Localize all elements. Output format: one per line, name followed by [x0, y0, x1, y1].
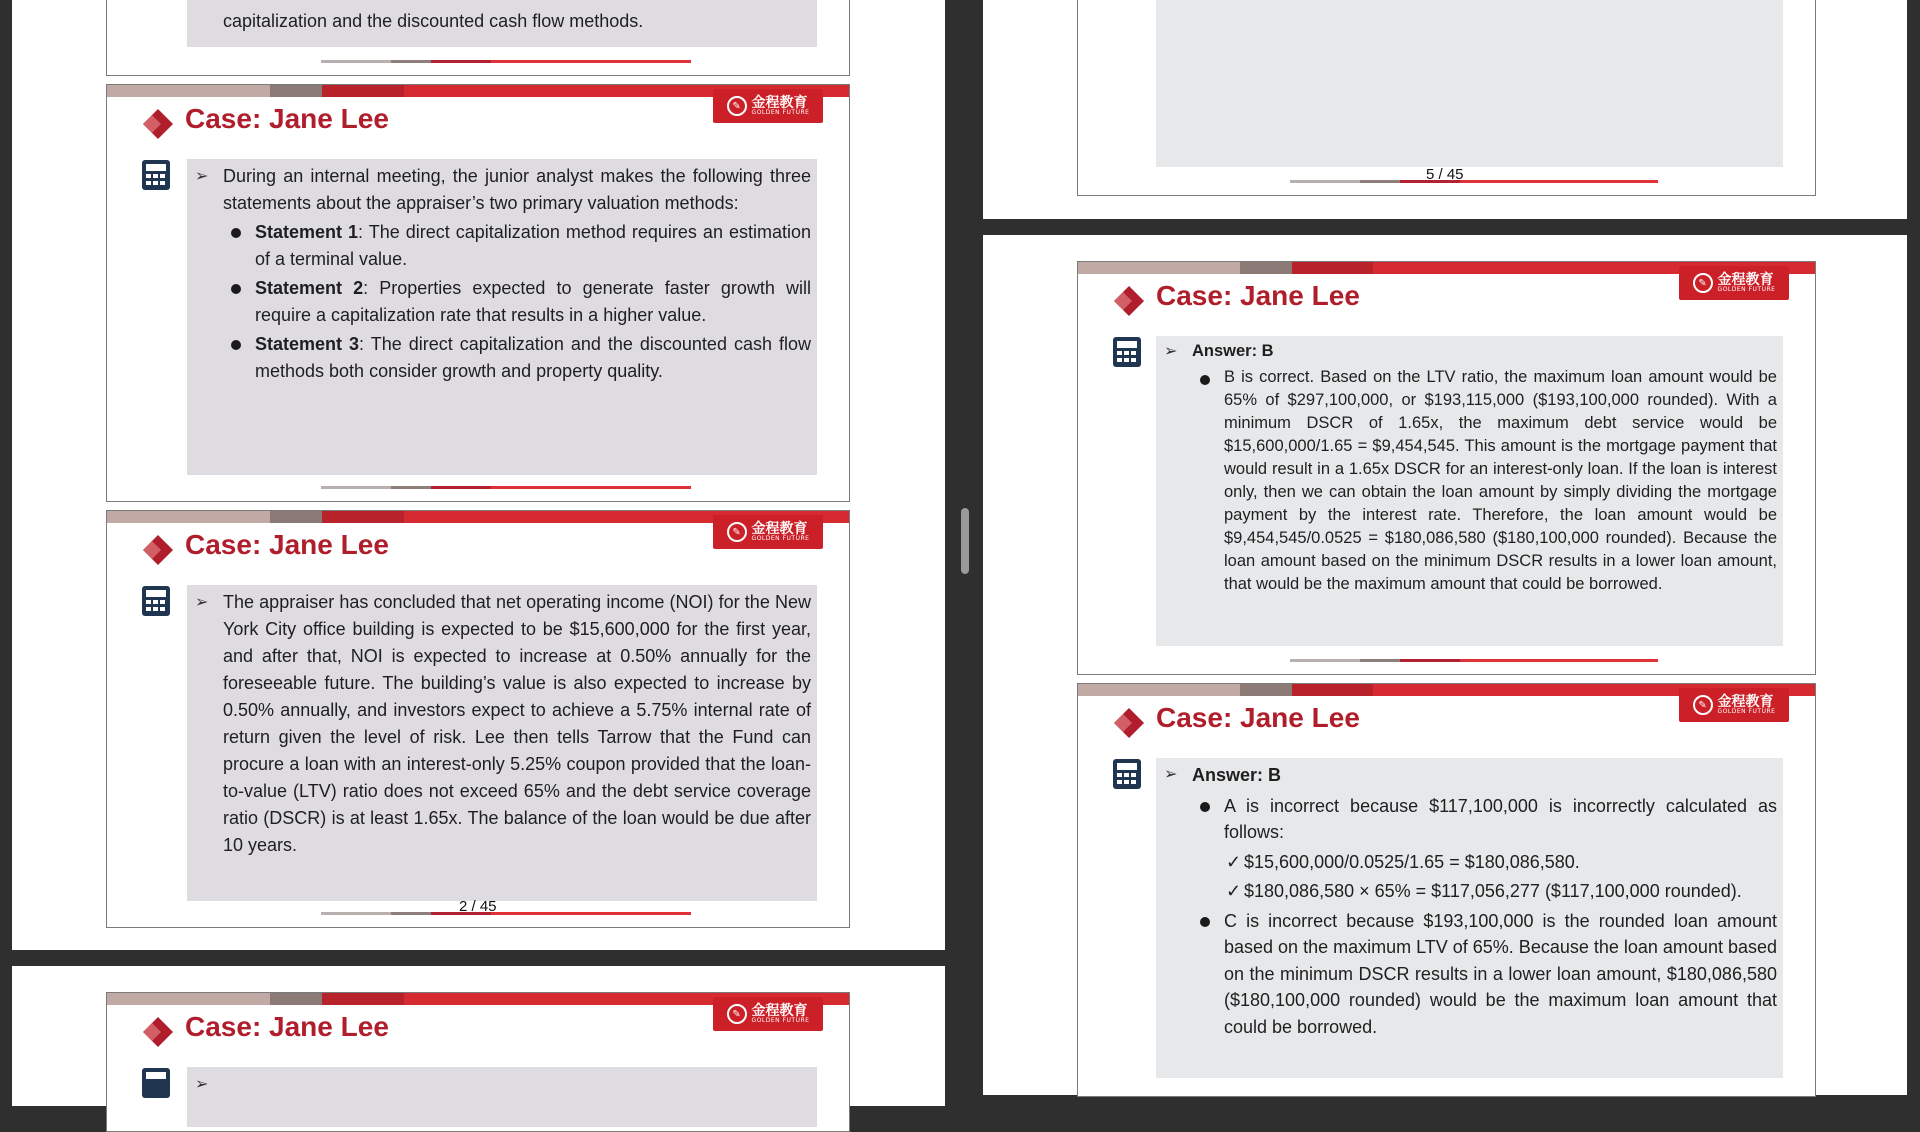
- statement-label: Statement 1: [255, 222, 359, 242]
- slide-footer-line: [1290, 659, 1658, 662]
- slide-footer-line: [321, 486, 691, 489]
- logo-cn-text: 金程教育: [751, 521, 808, 537]
- slide-partial-top: [106, 0, 850, 76]
- slide-content-box: [1156, 336, 1783, 646]
- page-number: 2 / 45: [459, 898, 497, 915]
- slide-case-statements: [106, 84, 850, 502]
- pdf-page-3: [12, 966, 945, 1106]
- title-diamond-icon: [143, 109, 173, 139]
- pdf-page-2: [12, 0, 945, 950]
- title-diamond-icon: [1114, 286, 1144, 316]
- logo-cn-text: 金程教育: [1717, 272, 1774, 288]
- pane-splitter-handle[interactable]: [961, 508, 969, 574]
- slide-content-box: [187, 0, 817, 47]
- logo-cn-text: 金程教育: [751, 95, 808, 111]
- statement-1: [223, 219, 811, 273]
- slide-partial-top-right: [1077, 0, 1816, 196]
- option-a-explanation: A is incorrect because $117,100,000 is incorrectly calculated as follows:: [1192, 793, 1777, 846]
- statement-text: : The direct capitalization method requires an estimation of a terminal value.: [255, 222, 811, 269]
- slide-title: Case: Jane Lee: [185, 103, 389, 134]
- logo-en-text: GOLDEN FUTURE: [751, 109, 810, 116]
- arrow-bullet-icon: ➢: [195, 594, 209, 611]
- slide-footer-line: [321, 912, 691, 915]
- statement-label: Statement 3: [255, 334, 360, 354]
- left-document-pane[interactable]: [0, 0, 960, 1093]
- slide-content-box: [187, 159, 817, 475]
- page-number: 5 / 45: [1426, 166, 1464, 183]
- arrow-bullet-icon: ➢: [1164, 343, 1178, 360]
- appraisal-paragraph: The appraiser has concluded that net operating income (NOI) for the New York City office building is expected to be $15,600,000 for the first year, and after that, NOI is expected to increase at 0.50% annually for the foreseeable future. The building’s value is also expected to increase by 0.50% annually, and investors expect to achieve a 5.75% internal rate of return given the level of risk. Lee then tells Tarrow that the Fund can procure a loan with an interest-only 5.25% coupon provided that the loan-to-value (LTV) ratio does not exceed 65% and the debt service coverage ratio (DSCR) is at least 1.65x. The balance of the loan would be due after 10 years.: [223, 592, 811, 855]
- logo-en-text: GOLDEN FUTURE: [751, 1017, 810, 1024]
- calc-step-2: ✓ $180,086,580 × 65% = $117,056,277 ($117,100,000 rounded).: [1192, 878, 1777, 905]
- intro-text: During an internal meeting, the junior analyst makes the following three statements about the appraiser’s two primary valuation methods:: [223, 166, 811, 213]
- statement-text: : Properties expected to generate faster growth will require a capitalization rate that results in a higher value.: [255, 278, 811, 325]
- arrow-bullet-icon: ➢: [195, 168, 209, 185]
- slide-content-box: [1156, 0, 1783, 167]
- slide-content-box: [187, 1067, 817, 1127]
- golden-future-logo: [713, 997, 823, 1031]
- slide-case-question: [106, 992, 850, 1132]
- pdf-page-6: [983, 235, 1907, 1095]
- logo-emblem-icon: ✎: [1693, 273, 1713, 293]
- slide-title: Case: Jane Lee: [185, 529, 389, 560]
- calculator-icon: [141, 159, 171, 191]
- answer-label: Answer: B: [1192, 342, 1274, 360]
- logo-cn-text: 金程教育: [1717, 694, 1774, 710]
- right-document-pane[interactable]: [982, 0, 1920, 1080]
- slide-case-appraisal: [106, 510, 850, 928]
- golden-future-logo: [1679, 266, 1789, 300]
- statement-text: : The direct capitalization and the discounted cash flow methods both consider growth and property quality.: [255, 334, 811, 381]
- calculator-icon: [1112, 336, 1142, 368]
- statement-2: [223, 275, 811, 329]
- statement-3: [223, 331, 811, 385]
- golden-future-logo: [713, 89, 823, 123]
- slide-text: capitalization and the discounted cash flow methods.: [223, 11, 644, 31]
- slide-answer-b-incorrect-options: [1077, 683, 1816, 1097]
- answer-label: Answer: B: [1192, 765, 1282, 785]
- slide-footer-line: [1290, 180, 1658, 183]
- slide-content-box: [187, 585, 817, 901]
- slide-title: Case: Jane Lee: [1156, 280, 1360, 311]
- logo-cn-text: 金程教育: [751, 1003, 808, 1019]
- calculator-icon: [141, 1067, 171, 1099]
- slide-answer-b-correct: [1077, 261, 1816, 675]
- title-diamond-icon: [143, 535, 173, 565]
- logo-emblem-icon: ✎: [727, 96, 747, 116]
- slide-title: Case: Jane Lee: [185, 1011, 389, 1042]
- golden-future-logo: [1679, 688, 1789, 722]
- answer-explanation: B is correct. Based on the LTV ratio, the maximum loan amount would be 65% of $297,100,000, or $193,115,000 ($193,100,000 rounded). With a minimum DSCR of 1.65x, the maximum debt service would be $15,600,000/1.65 = $9,454,545. This amount is the mortgage payment that would result in a 1.65x DSCR for an interest-only loan. If the loan is interest only, then we can obtain the loan amount by simply dividing the mortgage payment by the interest rate. Therefore, the loan amount would be $9,454,545/0.0525 = $180,086,580 ($180,100,000 rounded). Because the loan amount based on the minimum DSCR results in a lower loan amount, that would be the maximum amount that could be borrowed.: [1192, 366, 1777, 596]
- slide-footer-line: [321, 60, 691, 63]
- slide-title: Case: Jane Lee: [1156, 702, 1360, 733]
- calculator-icon: [1112, 758, 1142, 790]
- logo-emblem-icon: ✎: [727, 522, 747, 542]
- calc-step-1: ✓ $15,600,000/0.0525/1.65 = $180,086,580.: [1192, 849, 1777, 876]
- calculator-icon: [141, 585, 171, 617]
- logo-emblem-icon: ✎: [1693, 695, 1713, 715]
- logo-emblem-icon: ✎: [727, 1004, 747, 1024]
- slide-content-box: [1156, 758, 1783, 1078]
- statement-label: Statement 2: [255, 278, 364, 298]
- title-diamond-icon: [1114, 708, 1144, 738]
- title-diamond-icon: [143, 1017, 173, 1047]
- arrow-bullet-icon: ➢: [1164, 766, 1178, 783]
- logo-en-text: GOLDEN FUTURE: [1717, 708, 1776, 715]
- arrow-bullet-icon: ➢: [195, 1076, 209, 1093]
- logo-en-text: GOLDEN FUTURE: [751, 535, 810, 542]
- logo-en-text: GOLDEN FUTURE: [1717, 286, 1776, 293]
- pdf-page-5: [983, 0, 1907, 219]
- option-c-explanation: C is incorrect because $193,100,000 is the rounded loan amount based on the maximum LTV of 65%. Because the loan amount based on the minimum DSCR results in a lower loan amount, $180,086,580 ($180,100,000 rounded) would be the maximum loan amount that could be borrowed.: [1192, 908, 1777, 1041]
- golden-future-logo: [713, 515, 823, 549]
